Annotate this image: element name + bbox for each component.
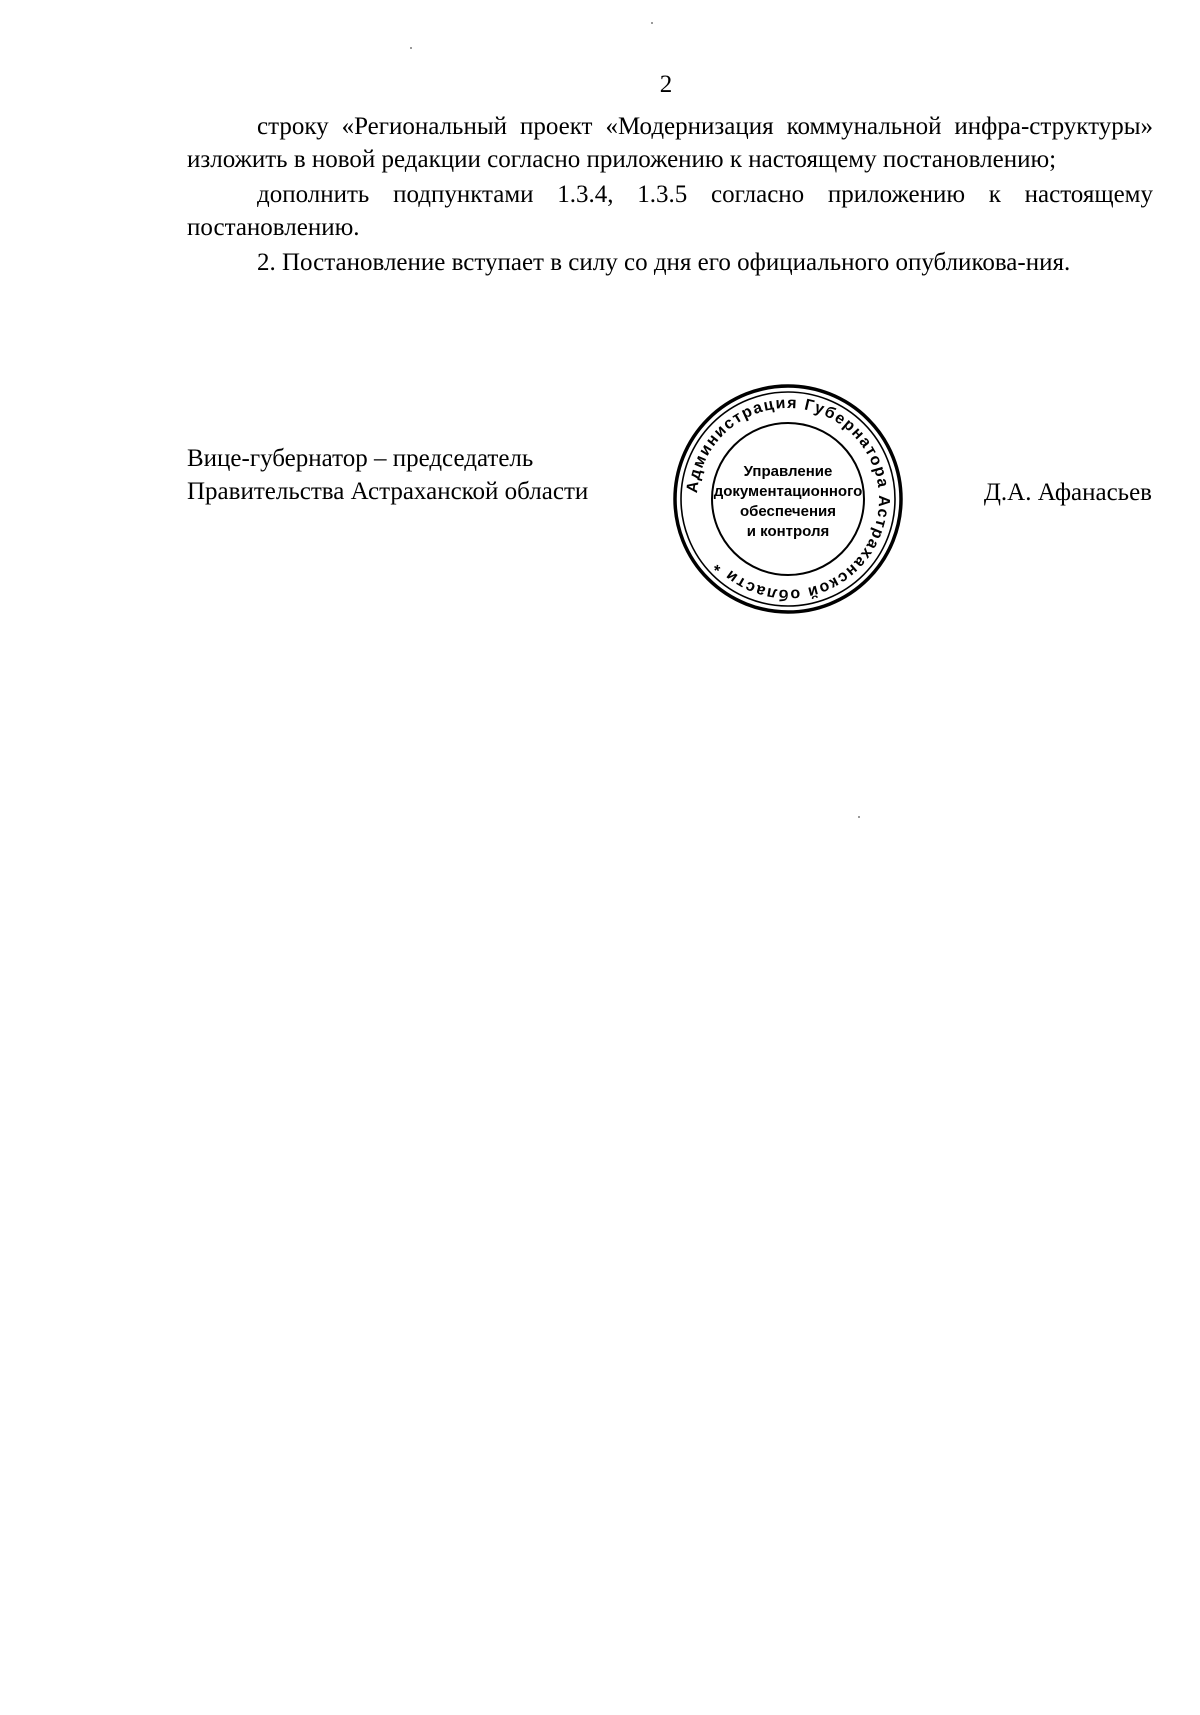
scan-speck xyxy=(410,47,412,49)
signatory-position-line-1: Вице-губернатор – председатель xyxy=(187,445,534,472)
scan-speck xyxy=(858,816,860,818)
seal-center-line-1: Управление xyxy=(743,463,833,480)
paragraph-effective-date: 2. Постановление вступает в силу со дня его официального опубликова-ния. xyxy=(257,249,1071,276)
official-seal-stamp xyxy=(671,382,905,616)
seal-center-line-2: документационного xyxy=(713,483,863,500)
signatory-position-line-2: Правительства Астраханской области xyxy=(187,478,589,505)
seal-center-line-4: и контроля xyxy=(746,523,830,540)
page-number: 2 xyxy=(659,71,673,98)
seal-ring-text: Администрация Губернатора Астраханской области * xyxy=(684,394,893,604)
document-body xyxy=(187,110,1153,281)
seal-graphic xyxy=(671,382,905,616)
signatory-name: Д.А. Афанасьев xyxy=(983,479,1152,506)
paragraph-add-subitems: дополнить подпунктами 1.3.4, 1.3.5 согласно приложению к настоящему постановлению. xyxy=(187,181,1153,241)
scan-speck xyxy=(651,22,653,24)
seal-center-line-3: обеспечения xyxy=(739,503,837,520)
paragraph-amend-row: строку «Региональный проект «Модернизация коммунальной инфра-структуры» изложить в новой редакции согласно приложению к настоящему постановлению; xyxy=(187,113,1153,173)
signatory-position xyxy=(187,442,588,508)
